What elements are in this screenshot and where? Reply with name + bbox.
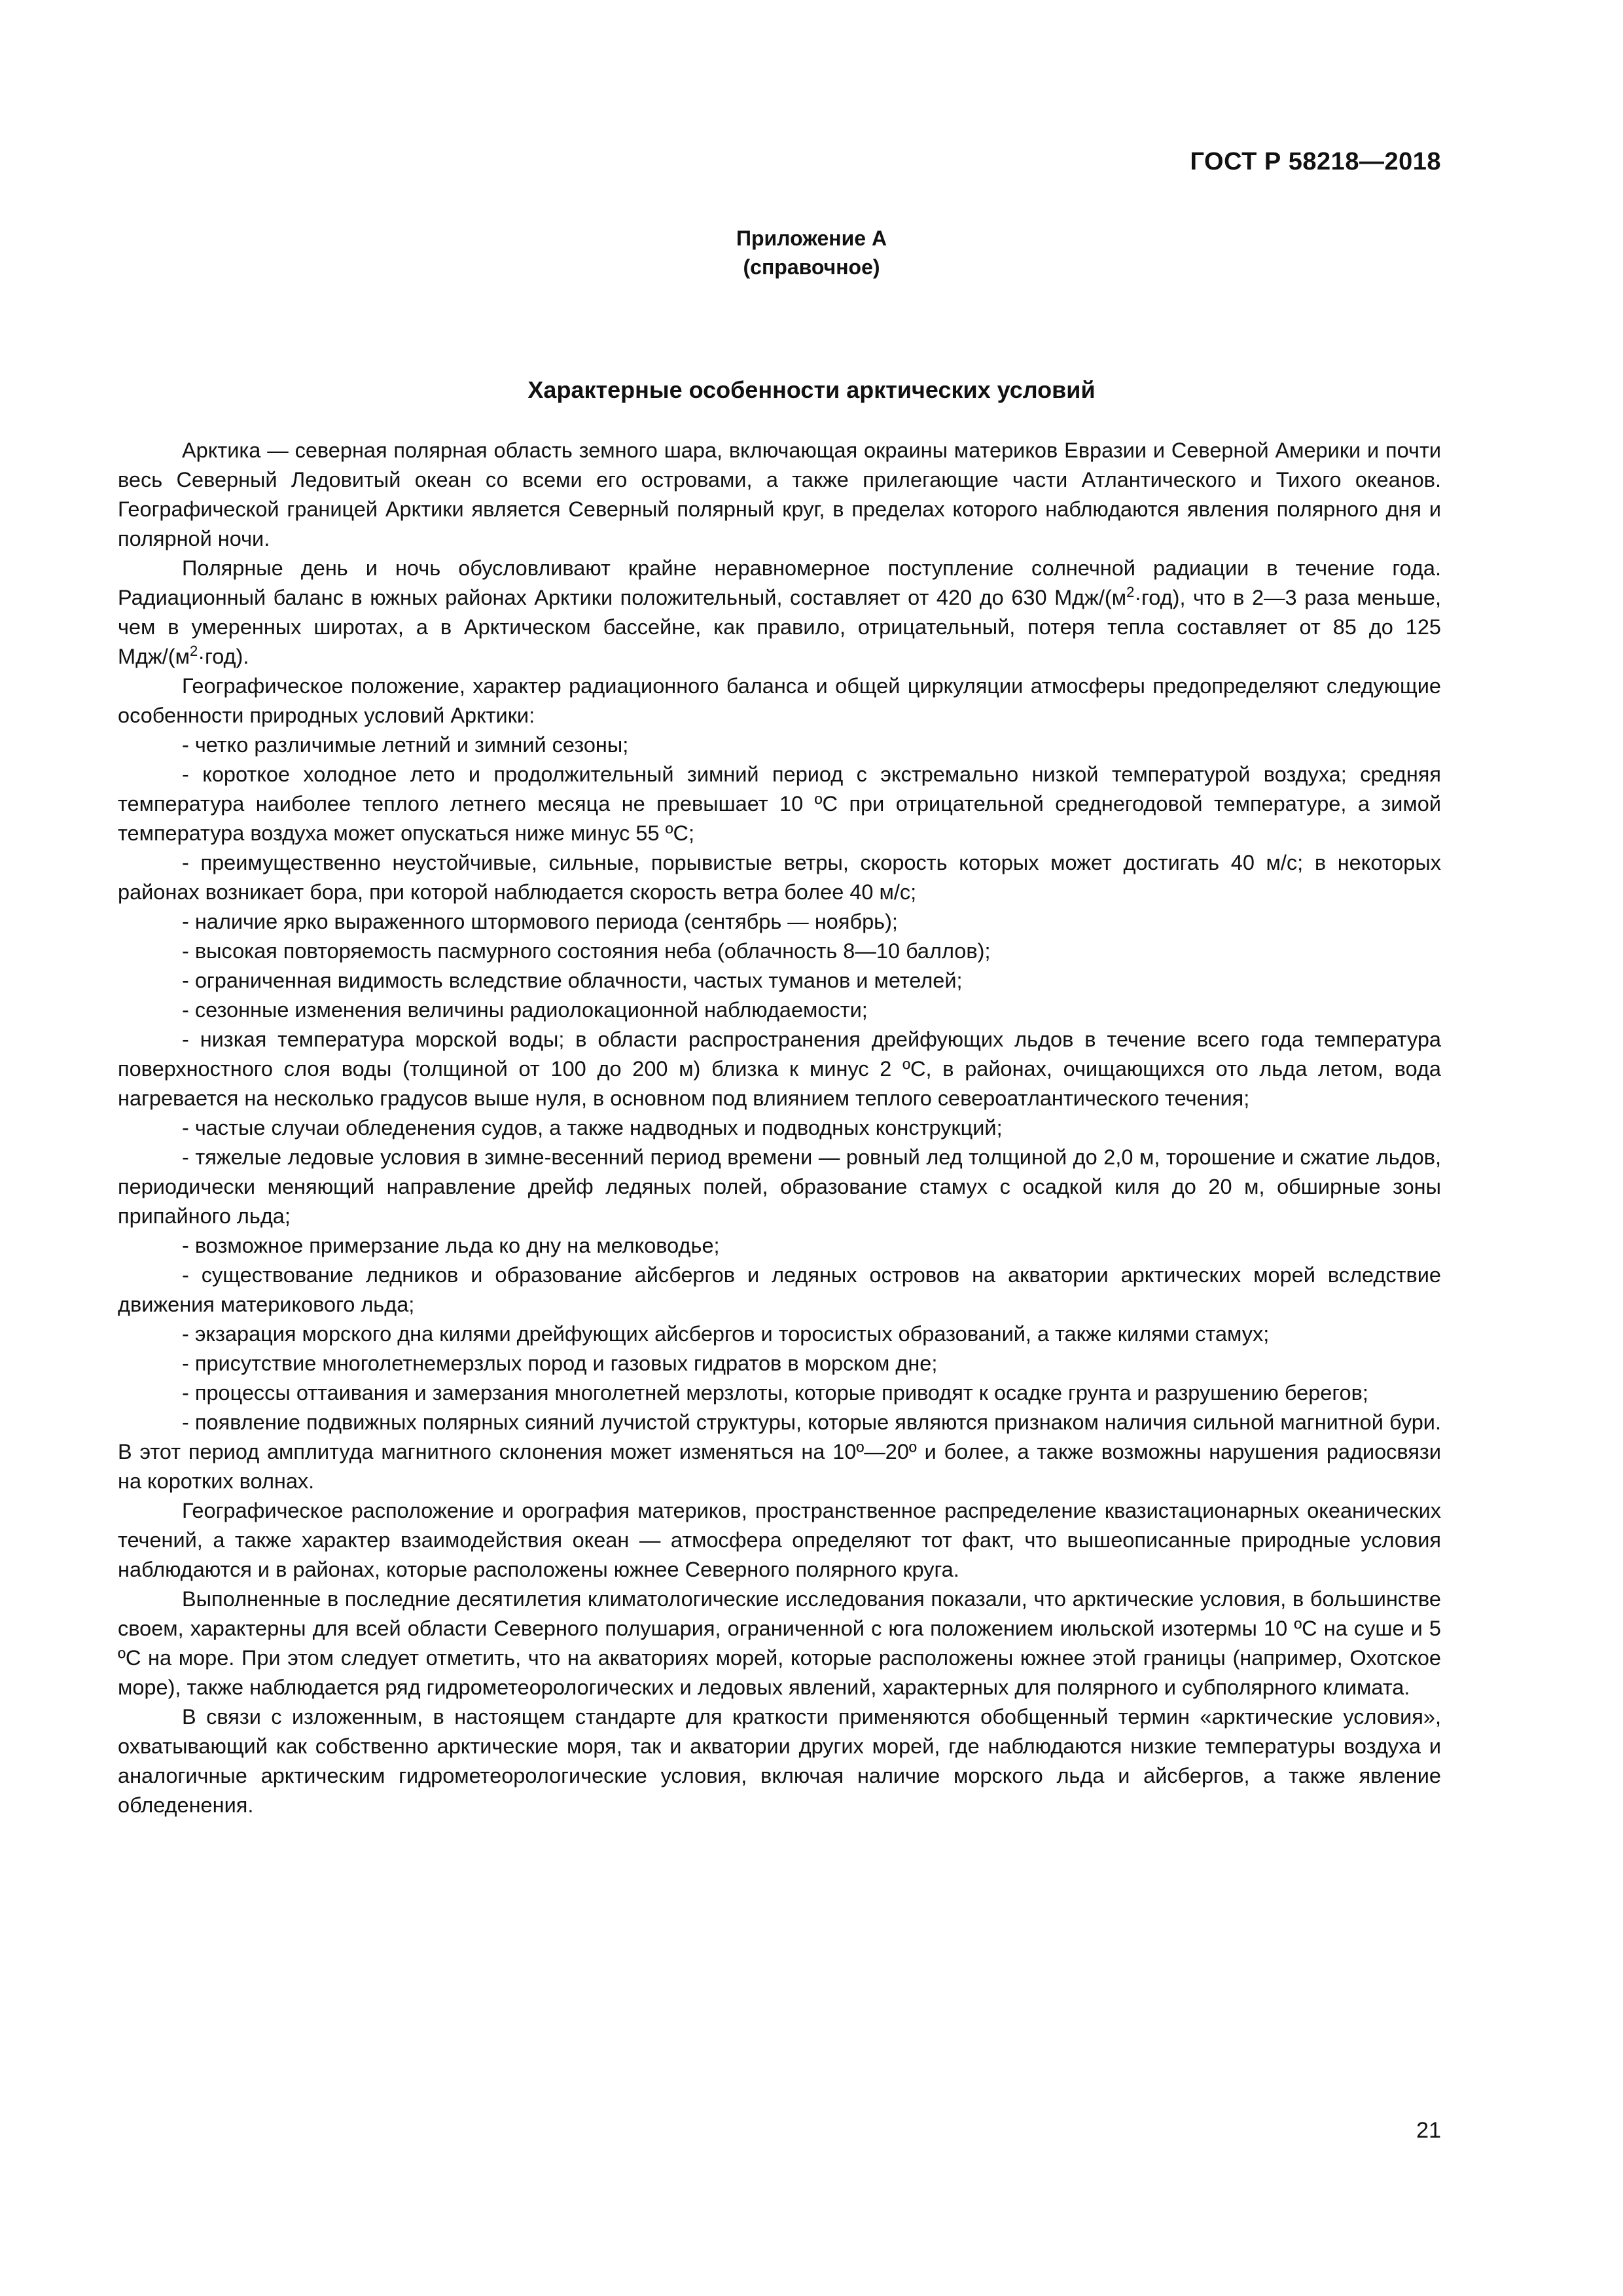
superscript: 2 xyxy=(189,643,198,660)
list-item: - короткое холодное лето и продолжительный зимний период с экстремально низкой температурой воздуха; средняя температура наиболее теплого летнего месяца не превышает 10 ºС при отрицательной среднегодовой температуре, а зимой температура воздуха может опускаться ниже минус 55 ºС; xyxy=(118,762,1441,845)
page-number: 21 xyxy=(1416,2118,1441,2143)
list-item: - низкая температура морской воды; в области распространения дрейфующих льдов в течение всего года температура поверхностного слоя воды (толщиной от 100 до 200 м) близка к минус 2 ºС, в районах, очищающихся ото льда летом, вода нагревается на несколько градусов выше нуля, в основном под влиянием теплого североатлантического течения; xyxy=(118,1028,1441,1110)
list-item: - возможное примерзание льда ко дну на мелководье; xyxy=(182,1234,720,1257)
body-text xyxy=(118,436,1441,1820)
paragraph: В связи с изложенным, в настоящем стандарте для краткости применяются обобщенный термин «арктические условия», охватывающий как собственно арктические моря, так и акватории других морей, где наблюдаются низкие температуры воздуха и аналогичные арктическим гидрометеорологические условия, включая наличие морского льда и айсбергов, а также явление обледенения. xyxy=(118,1705,1441,1817)
list-item: - существование ледников и образование айсбергов и ледяных островов на акватории арктических морей вследствие движения материкового льда; xyxy=(118,1263,1441,1316)
list-item: - экзарация морского дна килями дрейфующих айсбергов и торосистых образований, а также килями стамух; xyxy=(182,1322,1270,1346)
paragraph: Полярные день и ночь обусловливают крайне неравномерное поступление солнечной радиации в течение года. Радиационный баланс в южных районах Арктики положительный, составляет от 420 до 630 Мдж/$(м^2\cdot год)$, что в 2—3 раза меньше, чем в умеренных широтах, а в Арктическом бассейне, как правило, отрицательный, потеря тепла составляет от 85 до 125 Мдж/$(м^2\cdot год)$. xyxy=(118,556,1442,668)
section-title: Характерные особенности арктических условий xyxy=(527,376,1096,403)
paragraph: Географическое расположение и орография материков, пространственное распределение квазистационарных океанических течений, а также характер взаимодействия океан — атмосфера определяют тот факт, что вышеописанные природные условия наблюдаются и в районах, которые расположены южнее Северного полярного круга. xyxy=(118,1499,1441,1581)
document-code: ГОСТ Р 58218—2018 xyxy=(1190,148,1441,175)
list-item: - присутствие многолетнемерзлых пород и газовых гидратов в морском дне; xyxy=(182,1352,938,1375)
appendix-type: (справочное) xyxy=(743,255,880,279)
appendix-heading xyxy=(0,224,1623,281)
list-item: - частые случаи обледенения судов, а также надводных и подводных конструкций; xyxy=(182,1116,1003,1139)
list-item: - наличие ярко выраженного штормового периода (сентябрь — ноябрь); xyxy=(182,910,898,933)
list-item: - появление подвижных полярных сияний лучистой структуры, которые являются признаком наличия сильной магнитной бури. В этот период амплитуда магнитного склонения может изменяться на 10º—20º и более, а также возможны нарушения радиосвязи на коротких волнах. xyxy=(118,1410,1441,1493)
list-item: - процессы оттаивания и замерзания многолетней мерзлоты, которые приводят к осадке грунта и разрушению берегов; xyxy=(182,1381,1368,1405)
superscript: 2 xyxy=(1126,584,1135,601)
list-item: - высокая повторяемость пасмурного состояния неба (облачность 8—10 баллов); xyxy=(182,939,991,963)
list-item: - преимущественно неустойчивые, сильные, порывистые ветры, скорость которых может достигать 40 м/с; в некоторых районах возникает бора, при которой наблюдается скорость ветра более 40 м/с; xyxy=(118,851,1441,904)
list-item: - сезонные изменения величины радиолокационной наблюдаемости; xyxy=(182,998,868,1022)
list-item: - ограниченная видимость вследствие облачности, частых туманов и метелей; xyxy=(182,969,963,992)
list-item: - четко различимые летний и зимний сезоны; xyxy=(182,733,629,757)
appendix-label: Приложение А xyxy=(736,226,887,250)
paragraph: Арктика — северная полярная область земного шара, включающая окраины материков Евразии и Северной Америки и почти весь Северный Ледовитый океан со всеми его островами, а также прилегающие части Атлантического и Тихого океанов. Географической границей Арктики является Северный полярный круг, в пределах которого наблюдаются явления полярного дня и полярной ночи. xyxy=(118,439,1441,550)
paragraph: Выполненные в последние десятилетия климатологические исследования показали, что арктические условия, в большинстве своем, характерны для всей области Северного полушария, ограниченной с юга положением июльской изотермы 10 ºС на суше и 5 ºС на море. При этом следует отметить, что на акваториях морей, которые расположены южнее этой границы (например, Охотское море), также наблюдается ряд гидрометеорологических и ледовых явлений, характерных для полярного и субполярного климата. xyxy=(118,1587,1441,1699)
list-item: - тяжелые ледовые условия в зимне-весенний период времени — ровный лед толщиной до 2,0 м, торошение и сжатие льдов, периодически меняющий направление дрейф ледяных полей, образование стамух с осадкой киля до 20 м, обширные зоны припайного льда; xyxy=(118,1145,1441,1228)
paragraph: Географическое положение, характер радиационного баланса и общей циркуляции атмосферы предопределяют следующие особенности природных условий Арктики: xyxy=(118,674,1441,727)
